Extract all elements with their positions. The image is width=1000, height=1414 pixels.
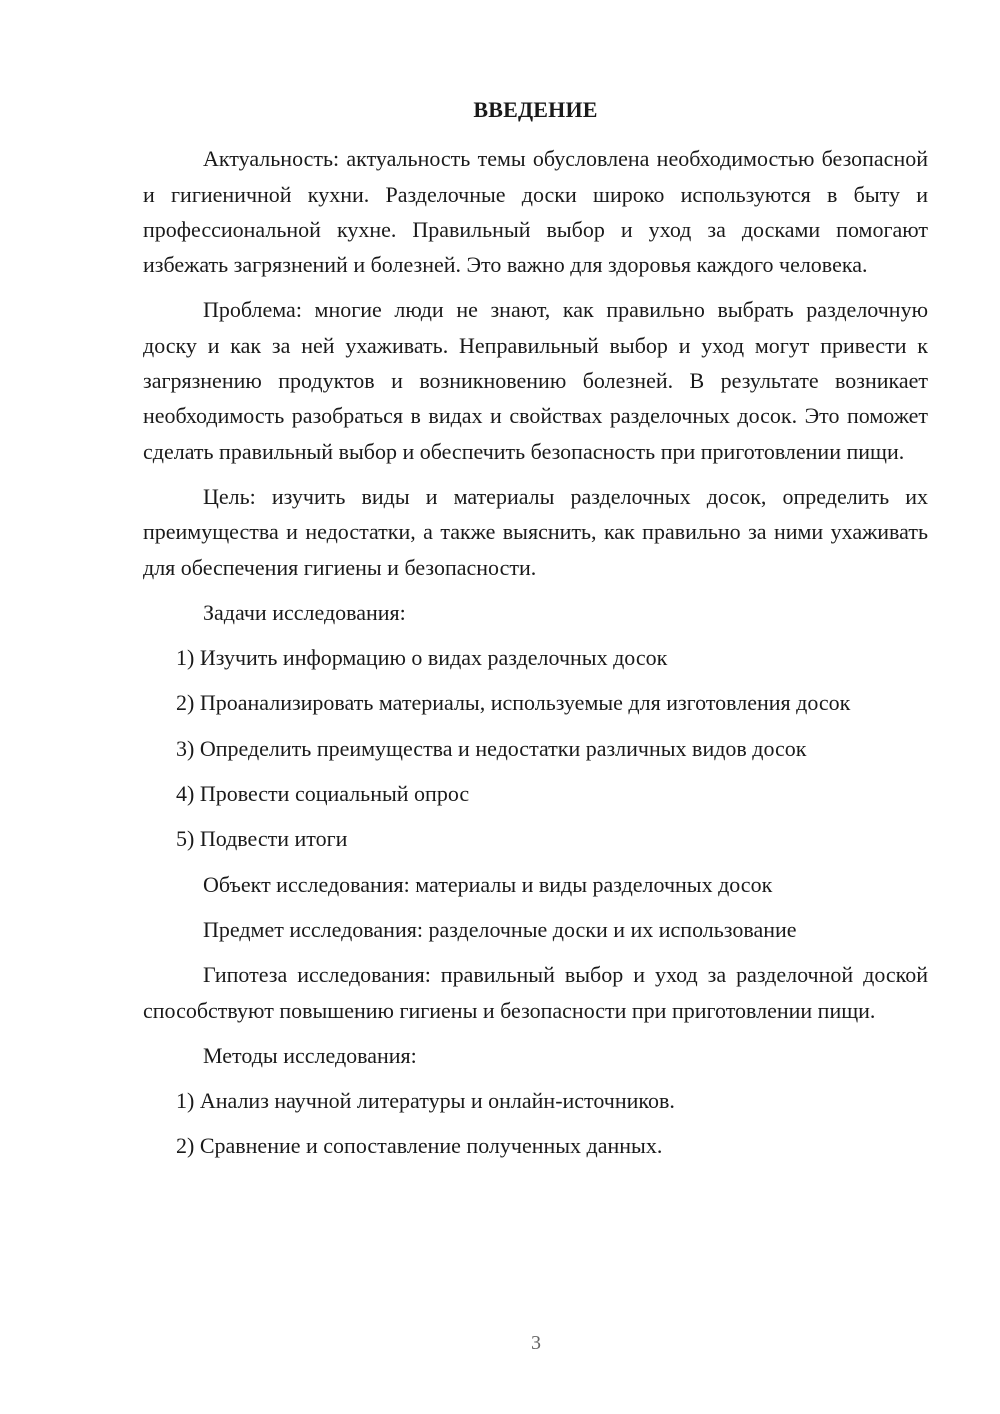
hypothesis-paragraph: Гипотеза исследования: правильный выбор и уход за разделочной доской способствуют повышению гигиены и безопасности при приготовлении пищи. [143,962,928,1023]
document-page [143,92,928,1174]
task-item: 1) Изучить информацию о видах разделочных досок [176,645,668,671]
task-item: 5) Подвести итоги [176,826,348,852]
section-title: ВВЕДЕНИЕ [473,97,598,122]
task-item: 3) Определить преимущества и недостатки различных видов досок [176,735,807,761]
methods-heading: Методы исследования: [203,1042,417,1068]
object-paragraph: Объект исследования: материалы и виды разделочных досок [203,871,773,897]
tasks-heading: Задачи исследования: [203,599,406,625]
page-number: 3 [531,1332,541,1354]
relevance-paragraph: Актуальность: актуальность темы обусловлена необходимостью безопасной и гигиеничной кухни. Разделочные доски широко используются в быту и профессиональной кухне. Правильный выбор и уход за досками помогают избежать загрязнений и болезней. Это важно для здоровья каждого человека. [143,146,928,278]
task-item: 2) Проанализировать материалы, используемые для изготовления досок [176,690,851,716]
problem-paragraph: Проблема: многие люди не знают, как правильно выбрать разделочную доску и как за ней ухаживать. Неправильный выбор и уход могут привести к загрязнению продуктов и возникновению болезней. В результате возникает необходимость разобраться в видах и свойствах разделочных досок. Это поможет сделать правильный выбор и обеспечить безопасность при приготовлении пищи. [143,297,928,464]
method-item: 2) Сравнение и сопоставление полученных данных. [176,1133,663,1159]
task-item: 4) Провести социальный опрос [176,781,470,807]
goal-paragraph: Цель: изучить виды и материалы разделочных досок, определить их преимущества и недостатки, а также выяснить, как правильно за ними ухаживать для обеспечения гигиены и безопасности. [143,483,928,580]
method-item: 1) Анализ научной литературы и онлайн-источников. [176,1088,675,1114]
subject-paragraph: Предмет исследования: разделочные доски и их использование [203,916,797,942]
